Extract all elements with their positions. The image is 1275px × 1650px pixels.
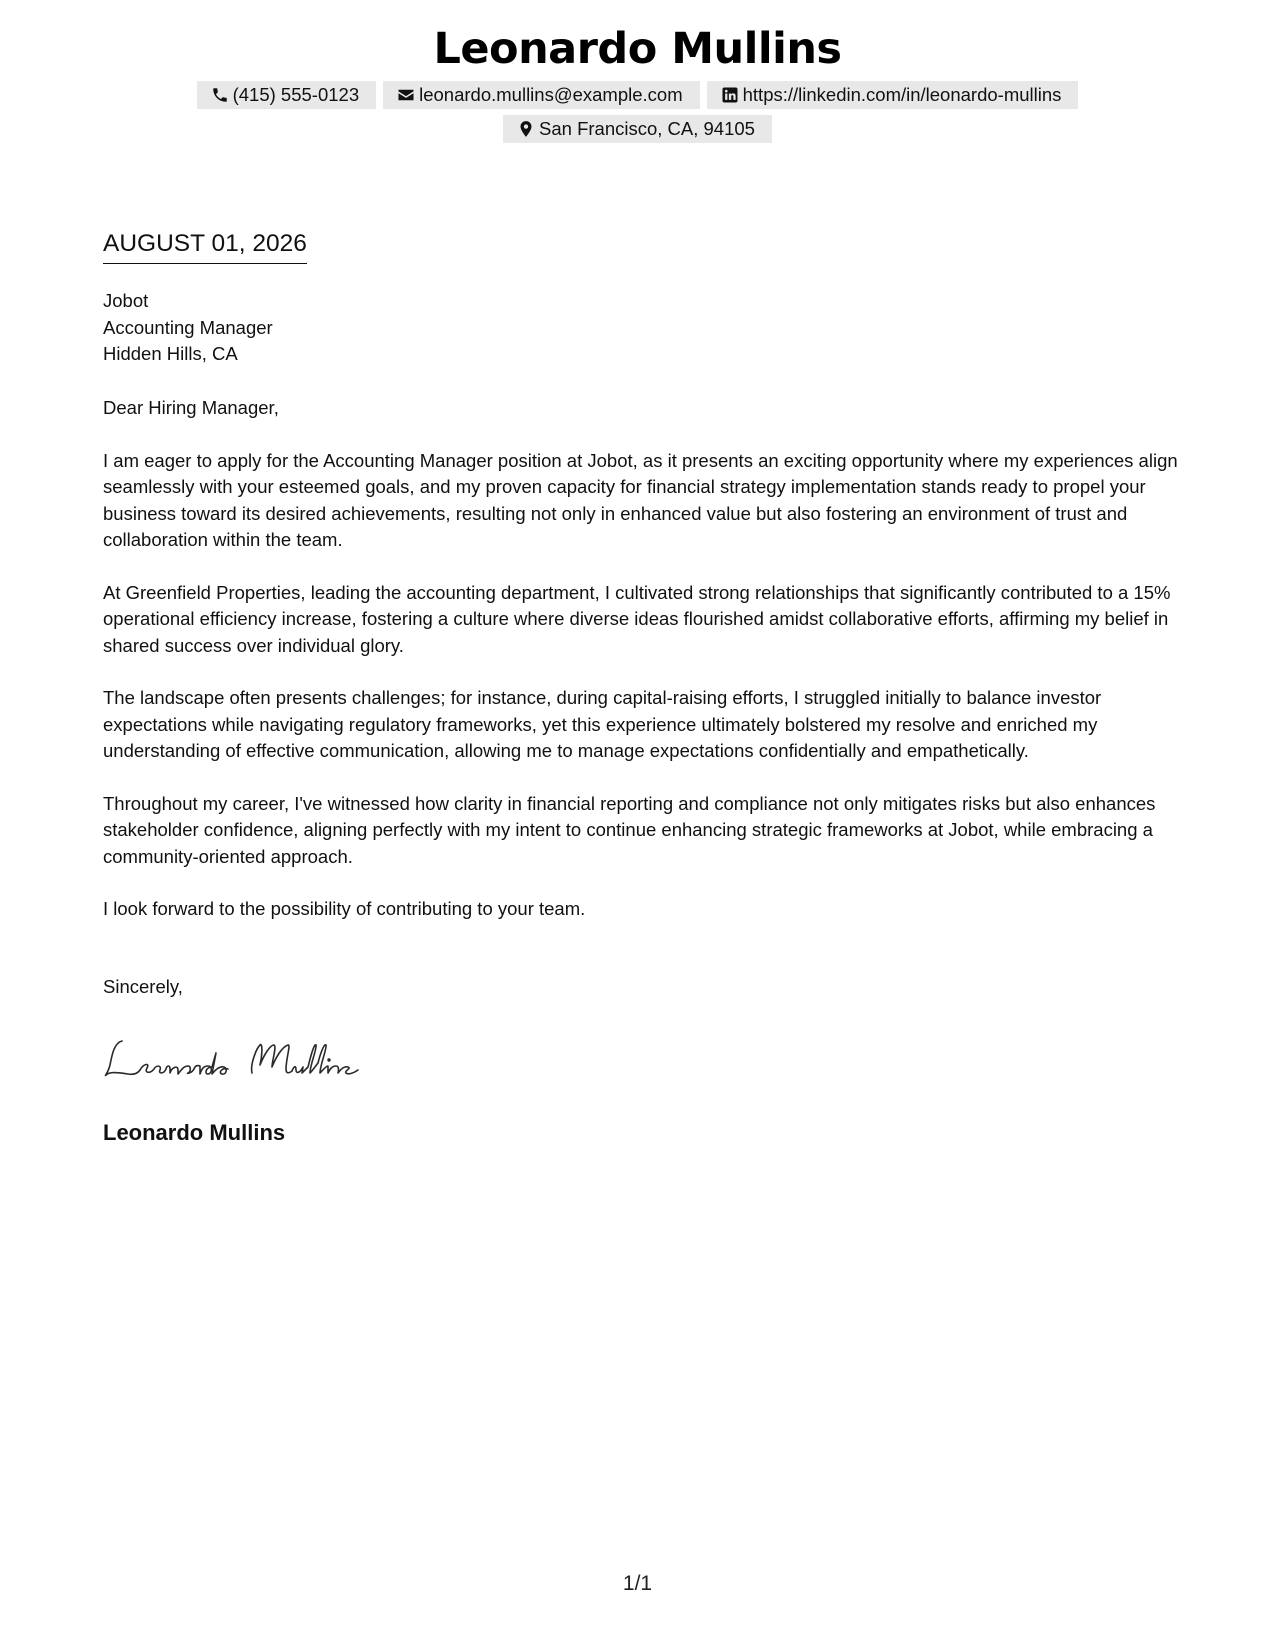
phone-icon	[211, 86, 229, 104]
location-text: San Francisco, CA, 94105	[539, 118, 755, 139]
contact-info-row	[0, 81, 1275, 109]
linkedin-url[interactable]: https://linkedin.com/in/leonardo-mullins	[742, 84, 1062, 105]
applicant-name-heading: Leonardo Mullins	[433, 24, 842, 74]
recipient-title: Accounting Manager	[103, 316, 273, 338]
recipient-block	[103, 288, 273, 368]
body-paragraph-5: I look forward to the possibility of contributing to your team.	[103, 898, 586, 919]
body-paragraph-2: At Greenfield Properties, leading the accounting department, I cultivated strong relationships that significantly contributed to a 15% operational efficiency increase, fostering a culture where diverse ideas flourished amidst collaborative efforts, affirming my belief in shared success over individual glory.	[103, 581, 1171, 656]
location-row	[0, 115, 1275, 143]
phone-number: (415) 555-0123	[232, 84, 360, 105]
handwritten-signature	[100, 1033, 370, 1083]
phone-chip	[197, 81, 377, 109]
letter-body	[103, 395, 1183, 949]
linkedin-icon	[721, 86, 739, 104]
envelope-icon	[397, 86, 415, 104]
email-chip	[383, 81, 700, 109]
email-address[interactable]: leonardo.mullins@example.com	[419, 84, 683, 105]
letter-date: AUGUST 01, 2026	[103, 229, 307, 264]
page-number: 1/1	[622, 1572, 653, 1595]
map-marker-icon	[517, 120, 535, 138]
linkedin-chip	[707, 81, 1079, 109]
body-paragraph-4: Throughout my career, I've witnessed how clarity in financial reporting and compliance not only mitigates risks but also enhances stakeholder confidence, aligning perfectly with my intent to continue enhancing strategic frameworks at Jobot, while embracing a community-oriented approach.	[103, 792, 1156, 867]
closing-line: Sincerely,	[103, 976, 183, 997]
location-chip	[503, 115, 772, 143]
body-paragraph-3: The landscape often presents challenges; for instance, during capital-raising efforts, I struggled initially to balance investor expectations while navigating regulatory frameworks, yet this experience ultimately bolstered my resolve and enriched my understanding of effective communication, allowing me to manage expectations confidentially and empathetically.	[103, 687, 1102, 761]
recipient-company: Jobot	[103, 290, 149, 311]
salutation: Dear Hiring Manager,	[103, 397, 279, 418]
recipient-location: Hidden Hills, CA	[103, 343, 238, 364]
signer-name: Leonardo Mullins	[103, 1120, 286, 1145]
body-paragraph-1: I am eager to apply for the Accounting Manager position at Jobot, as it presents an exciting opportunity where my experiences align seamlessly with your esteemed goals, and my proven capacity for financial strategy implementation stands ready to propel your business toward its desired achievements, resulting not only in enhanced value but also fostering an environment of trust and collaboration within the team.	[103, 449, 1178, 550]
